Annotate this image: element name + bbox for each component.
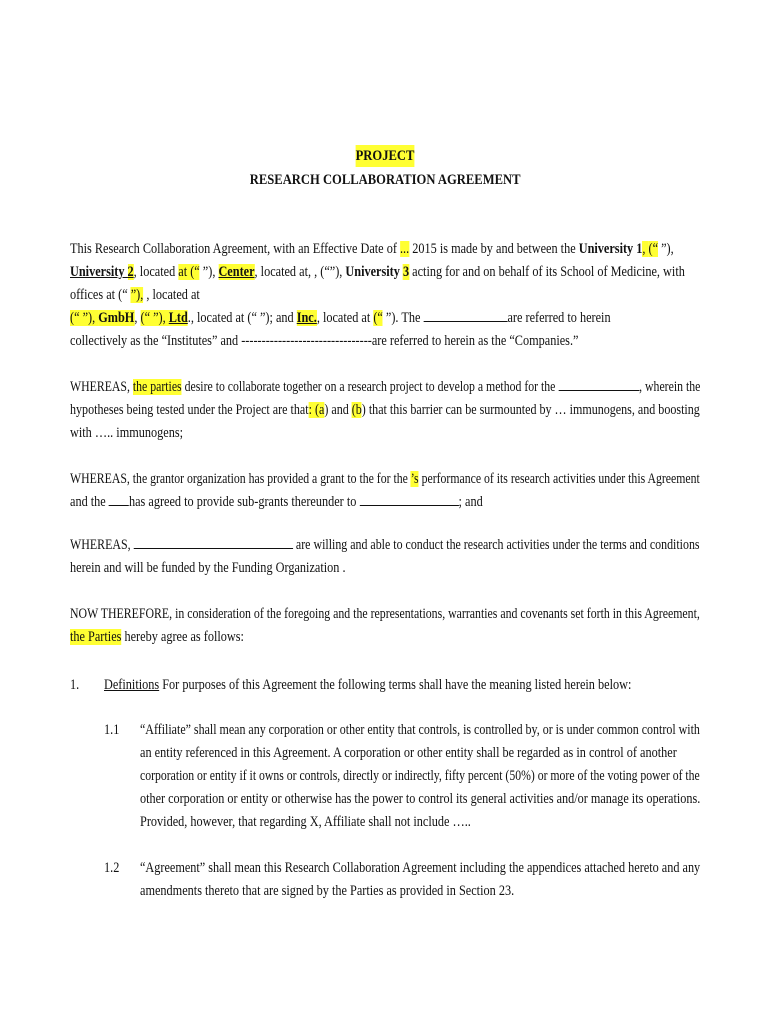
whereas-1-line-3: with ….. immunogens; <box>70 425 184 441</box>
section-1-1-line-5: Provided, however, that regarding X, Affiliate shall not include ….. <box>140 814 471 830</box>
intro-line-2: University 2, located at (“ ”), Center, located at, , (“”), University 3 acting for and on behalf of its School of Medicine, with <box>70 264 685 280</box>
now-therefore-line-2: the Parties hereby agree as follows: <box>70 629 244 645</box>
whereas-3-line-1: WHEREAS, are willing and able to conduct the research activities under the terms and conditions <box>70 534 585 557</box>
intro-line-3: offices at (“ ”), , located at <box>70 287 200 303</box>
blank-line <box>423 307 507 322</box>
section-1-number: 1. <box>70 677 80 693</box>
section-1-1-line-3: corporation or entity if it owns or controls, directly or indirectly, fifty percent (50%) or more of the voting power of the <box>140 768 700 784</box>
section-1-2-number: 1.2 <box>104 860 120 876</box>
section-1-heading: Definitions For purposes of this Agreement the following terms shall have the meaning listed herein below: <box>104 677 632 693</box>
blank-line <box>134 534 293 549</box>
whereas-1-line-2: hypotheses being tested under the Project are that: (a) and (b) that this barrier can be surmounted by … immunogens, and boosting <box>70 402 700 418</box>
blank-line <box>359 491 458 506</box>
section-1-1-line-2: an entity referenced in this Agreement. A corporation or other entity shall be regarded as in control of another <box>140 745 677 761</box>
whereas-2-line-2: and the has agreed to provide sub-grants thereunder to ; and <box>70 491 599 514</box>
section-1-1-line-1: “Affiliate” shall mean any corporation or other entity that controls, is controlled by, or is under common control with <box>140 722 700 738</box>
blank-line <box>109 491 129 506</box>
now-therefore-line-1: NOW THEREFORE, in consideration of the foregoing and the representations, warranties and covenants set forth in this Agreement, <box>70 606 700 622</box>
agreement-title: RESEARCH COLLABORATION AGREEMENT <box>249 172 521 188</box>
section-1-1-line-4: other corporation or entity or otherwise has the power to control its general activities and/or manage its operations. <box>140 791 701 807</box>
section-1-2-line-1: “Agreement” shall mean this Research Collaboration Agreement including the appendices attached hereto and any <box>140 860 701 876</box>
whereas-1-line-1: WHEREAS, the parties desire to collaborate together on a research project to develop a method for the , wherein the <box>70 376 579 399</box>
section-1-2-line-2: amendments thereto that are signed by the Parties as provided in Section 23. <box>140 883 515 899</box>
blank-line <box>558 376 639 391</box>
whereas-3-line-2: herein and will be funded by the Funding Organization . <box>70 560 346 576</box>
intro-line-5: collectively as the “Institutes” and --------------------------------are referred to herein as the “Companies.” <box>70 333 579 349</box>
intro-line-4: (“ ”), GmbH, (“ ”), Ltd., located at (“ ”); and Inc., located at (“ ”). The are referred to herein <box>70 307 599 330</box>
project-title: PROJECT <box>0 145 770 167</box>
intro-line-1: This Research Collaboration Agreement, with an Effective Date of ... 2015 is made by and between the University 1, (“ ”), <box>70 241 674 257</box>
whereas-2-line-1: WHEREAS, the grantor organization has provided a grant to the for the ’s performance of its research activities under this Agreement <box>70 471 700 487</box>
section-1-1-number: 1.1 <box>104 722 120 738</box>
